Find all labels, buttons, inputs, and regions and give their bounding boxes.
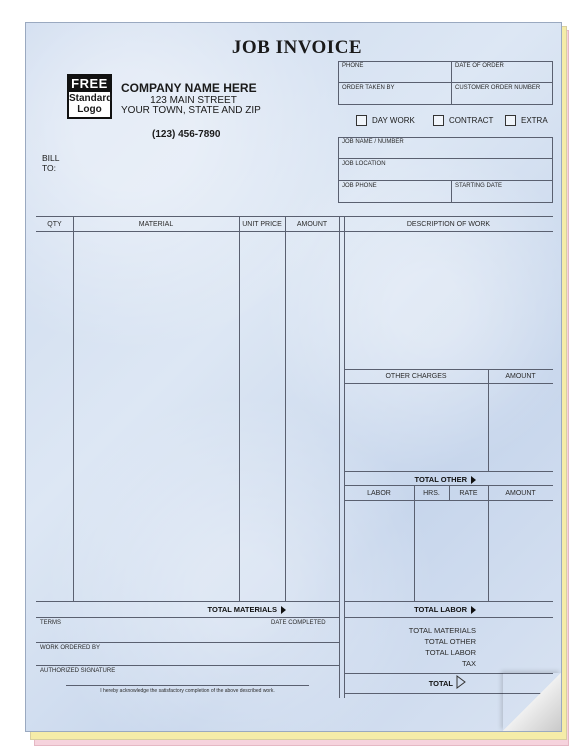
job-name-number-label: JOB NAME / NUMBER (342, 139, 404, 145)
material-header: MATERIAL (138, 221, 174, 228)
contract-checkbox[interactable] (433, 115, 444, 126)
customer-order-number-label: CUSTOMER ORDER NUMBER (455, 85, 541, 91)
form-title: JOB INVOICE (231, 37, 363, 58)
total-other-row (356, 475, 476, 484)
contract-label: CONTRACT (449, 116, 494, 125)
amount-header: AMOUNT (296, 221, 328, 228)
day-work-label: DAY WORK (372, 116, 415, 125)
logo-line-3: Logo (77, 104, 102, 115)
invoice-sheet (25, 22, 562, 732)
phone-field-label: PHONE (342, 63, 364, 69)
qty-header: QTY (47, 221, 62, 228)
rate-header: RATE (459, 490, 478, 497)
summary-tax: TAX (461, 659, 476, 668)
bill-to-label: BILL TO: (42, 153, 60, 173)
signature-line[interactable] (66, 685, 309, 686)
arrow-right-icon (281, 606, 286, 614)
labor-header: LABOR (367, 490, 391, 497)
total-labor-row (356, 605, 476, 614)
company-name: COMPANY NAME HERE (121, 81, 257, 95)
description-of-work-header: DESCRIPTION OF WORK (406, 221, 491, 228)
table-header-rule (36, 231, 553, 232)
summary-total-labor: TOTAL LABOR (425, 648, 476, 657)
logo-line-2: Standard (69, 93, 113, 104)
job-info-box (338, 137, 553, 203)
hrs-header: HRS. (423, 490, 440, 497)
other-charges-header: OTHER CHARGES (385, 373, 447, 380)
company-town: YOUR TOWN, STATE AND ZIP (121, 105, 261, 116)
company-phone: (123) 456-7890 (152, 129, 221, 140)
acknowledgement-text: I hereby acknowledge the satisfactory completion of the above described work. (100, 688, 275, 694)
extra-checkbox[interactable] (505, 115, 516, 126)
logo-placeholder (67, 74, 112, 119)
authorized-signature-label: AUTHORIZED SIGNATURE (40, 668, 116, 674)
work-ordered-by-label: WORK ORDERED BY (40, 645, 101, 651)
unit-price-header: UNIT PRICE (242, 221, 282, 228)
terms-label: TERMS (40, 620, 61, 626)
labor-amount-header: AMOUNT (505, 490, 536, 497)
summary-total-materials: TOTAL MATERIALS (408, 626, 476, 635)
order-info-box (338, 61, 553, 105)
summary-total-label: TOTAL (428, 679, 453, 688)
total-other-label: TOTAL OTHER (414, 475, 467, 484)
total-labor-label: TOTAL LABOR (414, 605, 467, 614)
total-materials-label: TOTAL MATERIALS (207, 605, 277, 614)
table-top-rule (36, 216, 553, 217)
job-phone-label: JOB PHONE (342, 183, 377, 189)
page-curl (503, 673, 561, 731)
arrow-right-icon (471, 476, 476, 484)
summary-total-other: TOTAL OTHER (424, 637, 476, 646)
day-work-checkbox[interactable] (356, 115, 367, 126)
total-arrow-icon (456, 675, 466, 689)
total-materials-row (176, 605, 286, 614)
company-street: 123 MAIN STREET (150, 95, 237, 106)
center-divider (339, 216, 340, 698)
logo-line-1: FREE (69, 76, 110, 92)
job-location-label: JOB LOCATION (342, 161, 386, 167)
other-amount-header: AMOUNT (505, 373, 536, 380)
order-taken-by-label: ORDER TAKEN BY (342, 85, 395, 91)
starting-date-label: STARTING DATE (455, 183, 503, 189)
date-of-order-label: DATE OF ORDER (455, 63, 504, 69)
extra-label: EXTRA (521, 116, 548, 125)
date-completed-label: DATE COMPLETED (271, 620, 326, 626)
arrow-right-icon (471, 606, 476, 614)
